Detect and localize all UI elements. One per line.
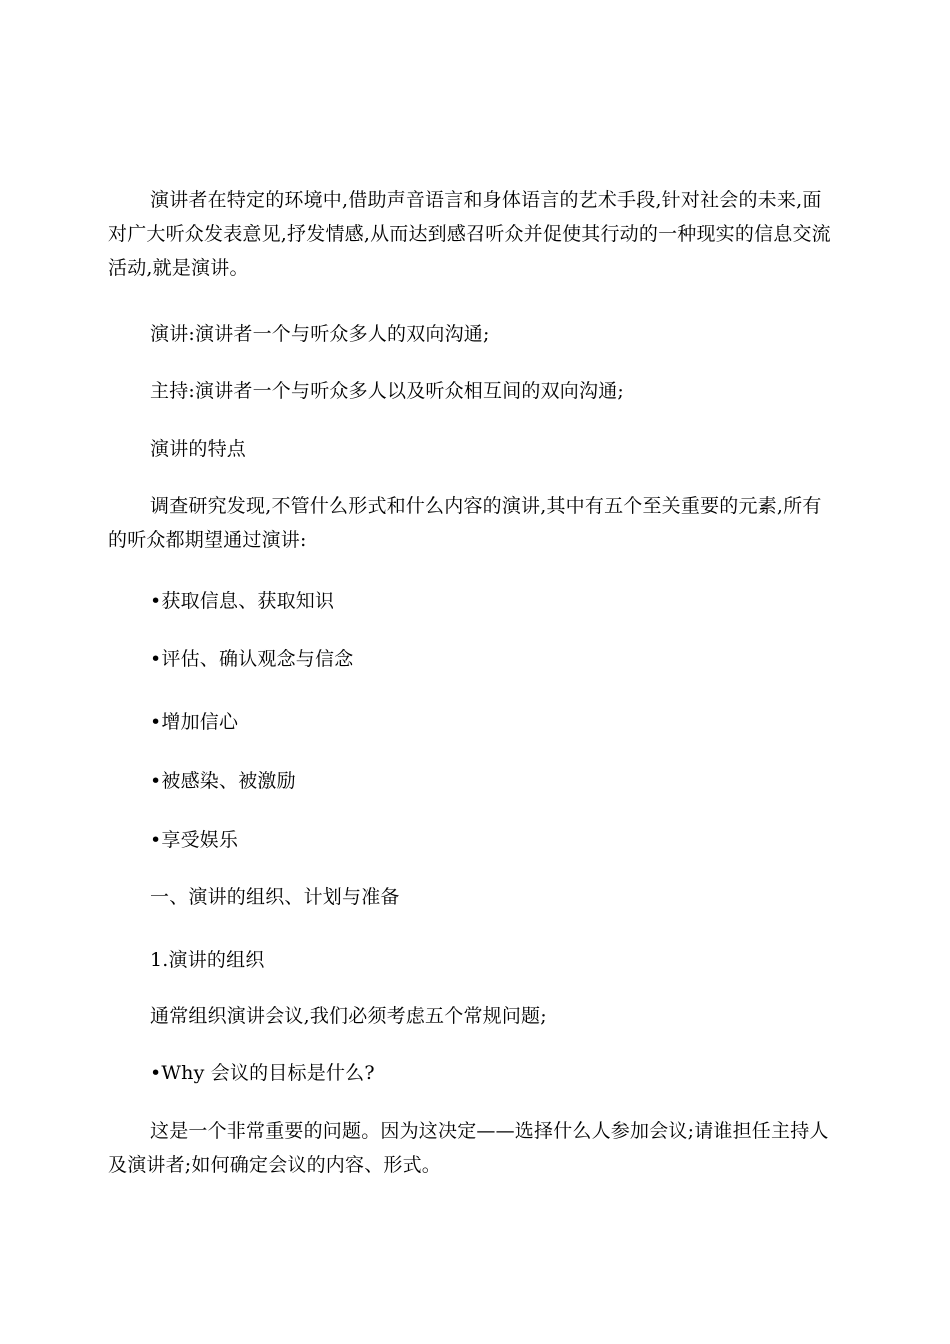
- paragraph-research: 调查研究发现,不管什么形式和什么内容的演讲,其中有五个至关重要的元素,所有的听众都期望通过演讲:: [108, 495, 822, 551]
- paragraph-definition: 演讲者在特定的环境中,借助声音语言和身体语言的艺术手段,针对社会的未来,面对广大听众发表意见,抒发情感,从而达到感召听众并促使其行动的一种现实的信息交流活动,就是演讲。: [108, 189, 831, 279]
- list-item-why: •Why 会议的目标是什么?: [150, 1062, 375, 1084]
- list-item-evaluate: •评估、确认观念与信念: [150, 648, 354, 670]
- paragraph-host-definition: 主持:演讲者一个与听众多人以及听众相互间的双向沟通;: [150, 380, 625, 402]
- section-heading-organization: 一、演讲的组织、计划与准备: [150, 886, 400, 908]
- paragraph-importance: 这是一个非常重要的问题。因为这决定——选择什么人参加会议;请谁担任主持人及演讲者;如何确定会议的内容、形式。: [108, 1120, 829, 1176]
- subsection-heading-organization: 1.演讲的组织: [150, 949, 265, 971]
- paragraph-speech-definition: 演讲:演讲者一个与听众多人的双向沟通;: [150, 323, 490, 345]
- paragraph-five-questions: 通常组织演讲会议,我们必须考虑五个常规问题;: [150, 1005, 547, 1027]
- list-item-inspired: •被感染、被激励: [150, 770, 296, 792]
- list-item-entertainment: •享受娱乐: [150, 829, 239, 851]
- list-item-confidence: •增加信心: [150, 711, 239, 733]
- list-item-information: •获取信息、获取知识: [150, 590, 335, 612]
- heading-speech-features: 演讲的特点: [150, 438, 247, 460]
